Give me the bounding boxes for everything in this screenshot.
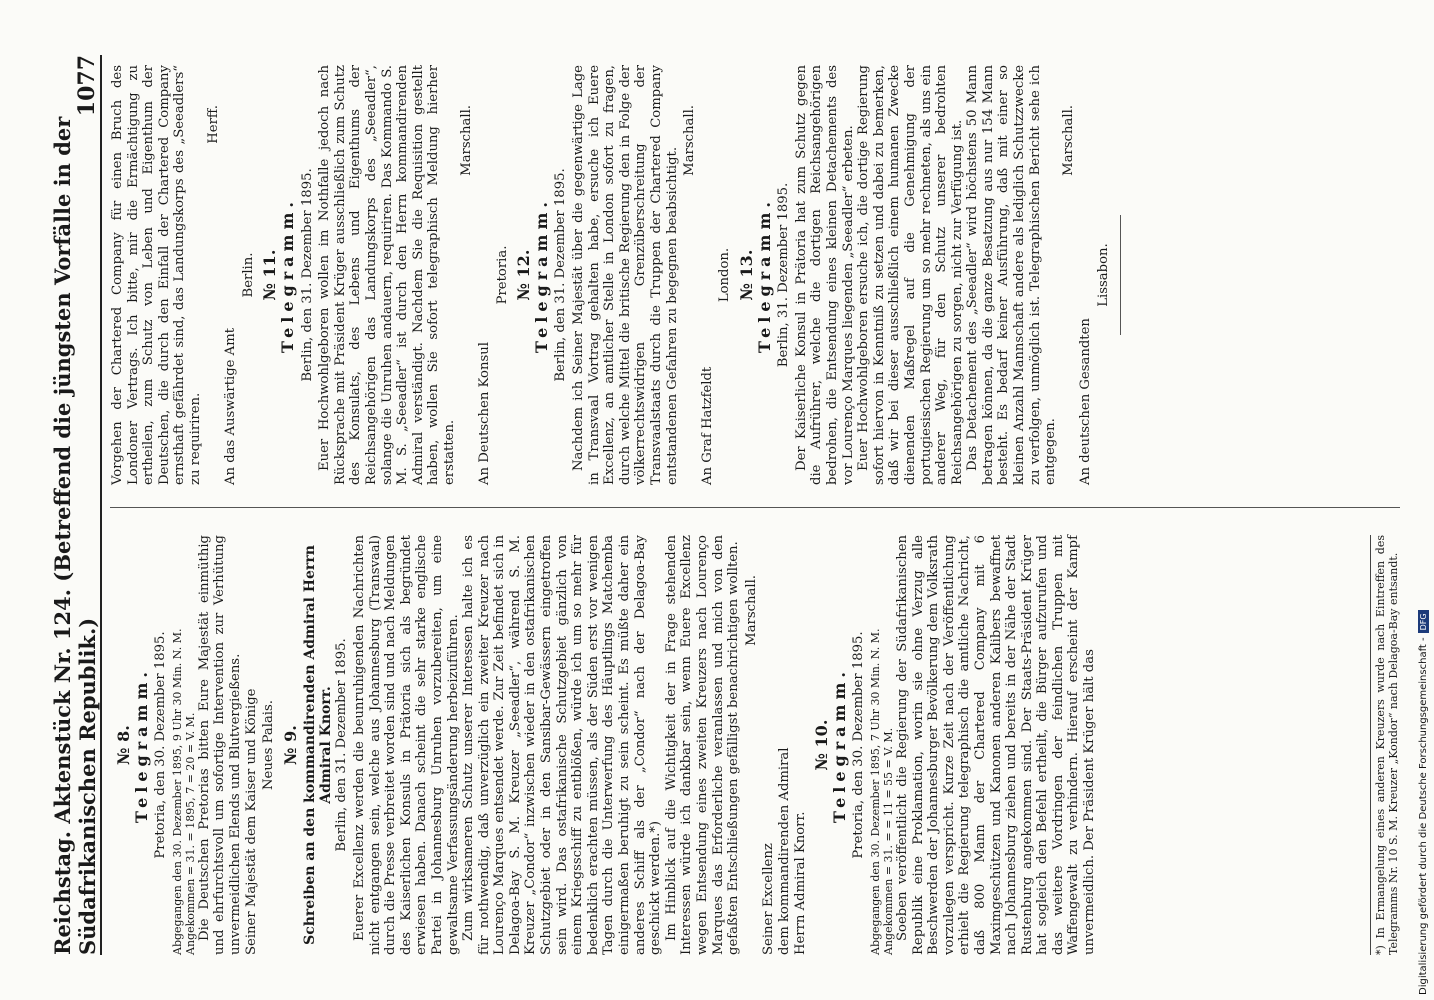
dfg-logo: DFG: [1418, 610, 1429, 633]
credit-text: Digitalisierung gefördert durch die Deutsche Forschungsgemeinschaft -: [1418, 637, 1429, 995]
telegram-11-signature: Marschall.: [459, 105, 475, 176]
letter-9-paragraph-3: Im Hinblick auf die Wichtigkeit der in Frage stehenden Interessen würde ich dankbar sein, wenn Euere Excellenz wegen Entsendung eines zweiten Kreuzers nach Lourenço Marques das Erforderliche veranlassen und mich von den gefaßten Entschließungen gefälligst benachrichtigen wollten.: [663, 535, 742, 955]
telegram-8-sent: Abgegangen den 30. Dezember 1895, 9 Uhr 30 Min. N. M.: [170, 628, 184, 955]
telegram-11-date: Berlin, den 31. Dezember 1895.: [299, 168, 315, 382]
telegram-10-addressee-2: Berlin.: [240, 252, 256, 298]
telegram-13-number: № 13.: [736, 249, 756, 301]
end-rule: [1120, 215, 1121, 335]
digitization-credit: [1418, 610, 1429, 995]
telegram-13-paragraph-2: Euer Hochwohlgeboren ersuche ich, die dortige Regierung sofort hiervon in Kenntniß zu setzen und dabei zu bemerken, daß wir bei dieser ausschließlich einem humanen Zwecke dienenden Maßregel auf die Genehmigung der portugiesischen Regierung um so mehr rechneten, als uns ein anderer Weg, für den Schutz unserer bedrohten Reichsangehörigen zu sorgen, nicht zur Verfügung ist.: [856, 65, 965, 485]
telegram-12-addressee-1: An Graf Hatzfeldt: [699, 366, 715, 485]
telegram-11-body: Euer Hochwohlgeboren wollen im Nothfalle jedoch nach Rücksprache mit Präsident Krüger ausschließlich zum Schutz des Konsulats, des Lebens und Eigenthums der Reichsangehörigen das Landungskorps des „Seeadler“, solange die Unruhen andauern, requiriren. Das Kommando S. M. S. „Seeadler“ ist durch den Herrn kommandirenden Admiral verständigt. Nachdem Sie die Requisition gestellt haben, wollen Sie sofort telegraphisch Meldung hierher erstatten.: [317, 65, 457, 485]
letter-9-addressee-3: Herrn Admiral Knorr.: [792, 811, 808, 955]
left-column: [110, 535, 1400, 955]
telegram-12-number: № 12.: [514, 249, 534, 301]
telegram-11-addressee-2: Pretoria.: [494, 245, 510, 305]
telegram-8-addressee: Seiner Majestät dem Kaiser und Könige: [243, 688, 259, 955]
telegram-11-heading: Telegramm.: [277, 197, 297, 353]
telegram-12-signature: Marschall.: [682, 105, 698, 176]
letter-9-title: Schreiben an den kommandirenden Admiral Herrn Admiral Knorr.: [302, 545, 335, 945]
letter-9-number: № 9.: [280, 725, 300, 765]
letter-9-paragraph-1: Euerer Excellenz werden die beunruhigenden Nachrichten nicht entgangen sein, welche aus Johannesburg (Transvaal) durch die Presse verbreitet worden sind und nach Meldungen des Kaiserlichen Konsuls in Prätoria sich als begründet erwiesen haben. Danach scheint die sehr starke englische Partei in Johannesburg Unruhen vorzubereiten, um eine gewaltsame Verfassungsänderung herbeizuführen.: [351, 535, 461, 955]
footnote: *) In Ermangelung eines anderen Kreuzers wurde nach Eintreffen des Telegramms Nr. 10 S. M. Kreuzer „Kondor“ nach Delagoa-Bay entsandt.: [1370, 535, 1400, 955]
telegram-10-body: Soeben veröffentlicht die Regierung der Südafrikanischen Republik eine Proklamation, worin sie ohne Verzug alle Beschwerden der Johannesburger Bevölkerung dem Volksrath vorzulegen verspricht. Kurze Zeit nach der Veröffentlichung erhielt die Regierung telegraphisch die amtliche Nachricht, daß 800 Mann der Chartered Company mit 6 Maximgeschützen und Kanonen anderen Kalibers bewaffnet nach Johannesburg ziehen und bereits in der Nähe der Stadt Rustenburg angekommen sind. Der Staats-Präsident Krüger hat sogleich den Befehl ertheilt, die Bürger aufzurufen und das weitere Vordringen der feindlichen Truppen mit Waffengewalt zu verhindern. Hierauf erscheint der Kampf unvermeidlich. Der Präsident Krüger hält das: [894, 535, 1098, 955]
telegram-13-addressee-1: An deutschen Gesandten: [1078, 318, 1094, 485]
telegram-12-heading: Telegramm.: [531, 197, 551, 353]
telegram-11-addressee-1: An Deutschen Konsul: [477, 342, 493, 485]
telegram-11-number: № 11.: [260, 249, 280, 301]
telegram-13-date: Berlin, 31. Dezember 1895.: [776, 182, 792, 368]
telegram-13-signature: Marschall.: [1060, 105, 1076, 176]
telegram-13-heading: Telegramm.: [754, 197, 774, 353]
telegram-12-date: Berlin, den 31. Dezember 1895.: [553, 168, 569, 382]
letter-9-date: Berlin, den 31. Dezember 1895.: [334, 638, 350, 852]
telegram-8-date: Pretoria, den 30. Dezember 1895.: [153, 631, 169, 859]
telegram-12-addressee-2: London.: [717, 247, 733, 303]
letter-9-signature: Marschall.: [743, 575, 759, 646]
telegram-10-addressee-1: An das Auswärtige Amt: [223, 328, 239, 485]
page-number: 1077: [74, 55, 100, 117]
letter-9-addressee-2: dem kommandirenden Admiral: [776, 747, 792, 955]
telegram-8-received: Angekommen = 31. = 1895, 7 = 20 = V. M.: [183, 712, 197, 955]
letter-9-addressee-1: Seiner Excellenz: [761, 843, 777, 955]
column-divider: [110, 507, 1400, 508]
telegram-12-body: Nachdem ich Seiner Majestät über die gegenwärtige Lage in Transvaal Vortrag gehalten habe, ersuche ich Euere Excellenz, an amtlicher Stelle in London sofort zu fragen, durch welche Mittel die britische Regierung den in Folge der völkerrechtswidrigen Grenzüberschreitung der Transvaalstaats durch die Truppen der Chartered Company entstandenen Gefahren zu begegnen beabsichtigt.: [571, 65, 680, 485]
telegram-8-body: Die Deutschen Pretorias bitten Eure Majestät einmüthig und ehrfurchtsvoll um sofortige Intervention zur Verhütung unvermeidlichen Elends und Blutvergießens.: [196, 535, 243, 955]
running-title: Reichstag. Aktenstück Nr. 124. (Betreffend die jüngsten Vorfälle in der Südafrikanischen Republik.): [50, 116, 100, 955]
rotated-page-content: [50, 55, 1430, 955]
telegram-13-paragraph-1: Der Kaiserliche Konsul in Prätoria hat zum Schutz gegen die Aufrührer, welche die dortigen Reichsangehörigen bedrohen, die Entsendung eines kleinen Detachements des vor Lourenço Marques liegenden „Seeadler“ erbeten.: [793, 65, 856, 485]
page-header: [50, 55, 102, 955]
telegram-13-addressee-2: Lissabon.: [1096, 243, 1112, 307]
telegram-10-received: Angekommen = 31. = = 11 = 55 = V. M.: [881, 727, 895, 955]
telegram-10-signature: Herff.: [205, 105, 221, 144]
telegram-8-number: № 8.: [114, 725, 133, 765]
letter-9-paragraph-2: Zum wirksameren Schutz unserer Interessen halte ich es für nothwendig, daß unverzüglich ein zweiter Kreuzer nach Lourenço Marques entsendet werde. Zur Zeit befindet sich in Delagoa-Bay S. M. Kreuzer „Seeadler“, während S. M. Kreuzer „Condor“ inzwischen wieder in den ostafrikanischen Schutzgebiet oder in den Sansibar-Gewässern eingetroffen sein wird. Das ostafrikanische Schutzgebiet gänzlich von einem Kriegsschiff zu entblößen, würde ich um so mehr für bedenklich erachten müssen, als der Süden erst vor wenigen Tagen durch die Unterwerfung des Häuptlings Matchemba einigermaßen beruhigt zu sein scheint. Es müßte daher ein anderes Schiff als der „Condor“ nach der Delagoa-Bay geschickt werden.*): [461, 535, 664, 955]
telegram-8-heading: Telegramm.: [131, 667, 151, 823]
telegram-10-continuation: Vorgehen der Chartered Company für einen Bruch des Londoner Vertrags. Ich bitte, mir die Ermächtigung zu ertheilen, zum Schutz von Leben und Eigenthum der Deutschen, die durch den Einfall der Chartered Company ernsthaft gefährdet sind, das Landungskorps des „Seeadlers“ zu requiriren.: [110, 65, 203, 485]
telegram-10-sent: Abgegangen den 30. Dezember 1895, 7 Uhr 30 Min. N. M.: [868, 628, 882, 955]
telegram-8-place: Neues Palais.: [261, 700, 277, 791]
right-column: [110, 65, 1400, 485]
telegram-13-paragraph-3: Das Detachement des „Seeadler“ wird höchstens 50 Mann betragen können, da die ganze Besatzung aus nur 154 Mann besteht. Es bedarf keiner Ausführung, daß mit einer so kleinen Anzahl Mannschaft andere als lediglich Schutzzwecke zu verfolgen, unmöglich ist. Telegraphischen Bericht sehe ich entgegen.: [965, 65, 1059, 485]
telegram-10-heading: Telegramm.: [829, 667, 849, 823]
telegram-10-number: № 10.: [812, 719, 832, 771]
telegram-10-date: Pretoria, den 30. Dezember 1895.: [851, 631, 867, 859]
